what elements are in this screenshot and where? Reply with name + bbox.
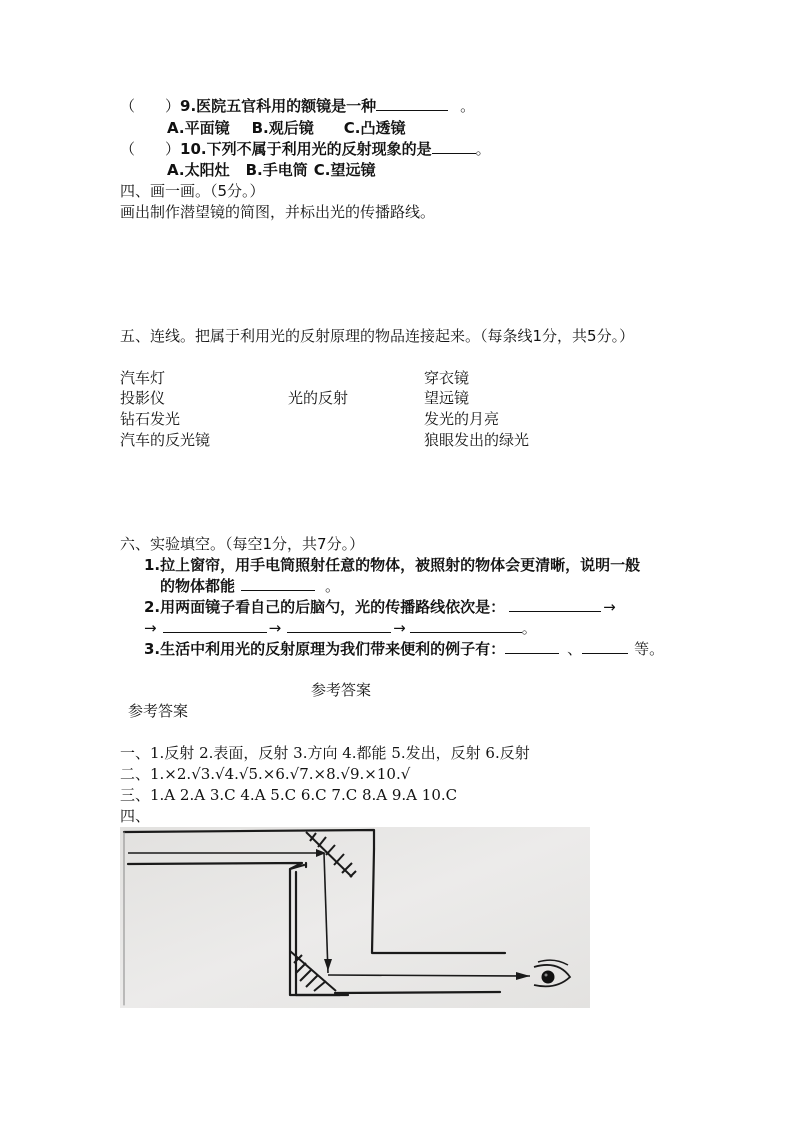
- question-text: 的物体都能: [160, 577, 236, 595]
- question-end: 。: [325, 577, 341, 595]
- answer-blank[interactable]: [505, 639, 559, 654]
- question-6-3: [144, 639, 664, 659]
- left-item[interactable]: 钻石发光: [120, 410, 181, 428]
- answer-section-3: 三、1.A 2.A 3.C 4.A 5.C 6.C 7.C 8.A 9.A 10.C: [120, 786, 458, 804]
- question-6-1-line2: [160, 576, 340, 596]
- answer-section-4: 四、: [120, 807, 151, 825]
- answer-blank[interactable]: [509, 597, 601, 612]
- question-text: 2.用两面镜子看自己的后脑勺，光的传播路线依次是：: [144, 598, 506, 616]
- question-10: [120, 139, 491, 159]
- question-end: 。: [460, 97, 476, 115]
- section-4-instruction: 画出制作潜望镜的简图，并标出光的传播路线。: [120, 203, 436, 221]
- question-9-options: [167, 118, 405, 138]
- answer-paren: （ ）: [120, 97, 181, 115]
- section-6-title: 六、实验填空。（每空1分，共7分。）: [120, 535, 365, 553]
- answer-blank[interactable]: [376, 96, 448, 111]
- question-text: 3.生活中利用光的反射原理为我们带来便利的例子有：: [144, 640, 506, 658]
- right-item[interactable]: 望远镜: [424, 389, 470, 407]
- section-4-title: 四、画一画。（5分。）: [120, 182, 265, 200]
- question-stem: 9.医院五官科用的额镜是一种: [180, 97, 377, 115]
- left-item[interactable]: 汽车灯: [120, 369, 166, 387]
- arrow: →: [144, 619, 157, 637]
- option-b: B.观后镜: [251, 119, 314, 137]
- periscope-sketch: [120, 827, 590, 1008]
- tube-bottom: [335, 992, 500, 993]
- option-c: C.望远镜: [313, 161, 376, 179]
- answer-blank[interactable]: [163, 618, 267, 633]
- paper-background: [120, 827, 590, 1008]
- arrow: →: [268, 619, 282, 637]
- right-item[interactable]: 发光的月亮: [424, 410, 500, 428]
- option-a: A.平面镜: [167, 119, 230, 137]
- left-item[interactable]: 汽车的反光镜: [120, 431, 211, 449]
- question-end: 。: [475, 140, 491, 158]
- answer-blank[interactable]: [582, 639, 628, 654]
- answers-heading-left: 参考答案: [128, 702, 189, 720]
- question-end: 等。: [634, 640, 665, 658]
- question-10-options: [167, 160, 375, 180]
- separator: 、: [567, 640, 583, 658]
- periscope-drawing: [120, 827, 590, 1008]
- question-6-1-line1: 1.拉上窗帘，用手电筒照射任意的物体，被照射的物体会更清晰，说明一般: [144, 556, 641, 574]
- answer-section-1: 一、1.反射 2.表面，反射 3.方向 4.都能 5.发出，反射 6.反射: [120, 744, 530, 762]
- answer-blank[interactable]: [287, 618, 391, 633]
- question-6-2-line1: [144, 597, 616, 617]
- option-a: A.太阳灶: [167, 161, 230, 179]
- question-9: [120, 96, 475, 116]
- section-5-title: 五、连线。把属于利用光的反射原理的物品连接起来。（每条线1分，共5分。）: [120, 327, 635, 345]
- arrow: →: [393, 619, 406, 637]
- question-stem: 10.下列不属于利用光的反射现象的是: [180, 140, 432, 158]
- answer-section-2: 二、1.×2.√3.√4.√5.×6.√7.×8.√9.×10.√: [120, 765, 411, 783]
- option-c: C.凸透镜: [343, 119, 406, 137]
- question-end: 。: [521, 619, 537, 637]
- center-item[interactable]: 光的反射: [288, 389, 349, 407]
- answer-paren: （ ）: [120, 140, 181, 158]
- left-item[interactable]: 投影仪: [120, 389, 166, 407]
- question-6-2-line2: [144, 618, 537, 638]
- right-item[interactable]: 狼眼发出的绿光: [424, 431, 530, 449]
- arrow: →: [603, 598, 616, 616]
- answers-heading-center: 参考答案: [311, 681, 372, 699]
- right-item[interactable]: 穿衣镜: [424, 369, 470, 387]
- answer-blank[interactable]: [432, 139, 476, 154]
- option-b: B.手电筒: [245, 161, 308, 179]
- answer-blank[interactable]: [241, 576, 315, 591]
- answer-blank[interactable]: [410, 618, 522, 633]
